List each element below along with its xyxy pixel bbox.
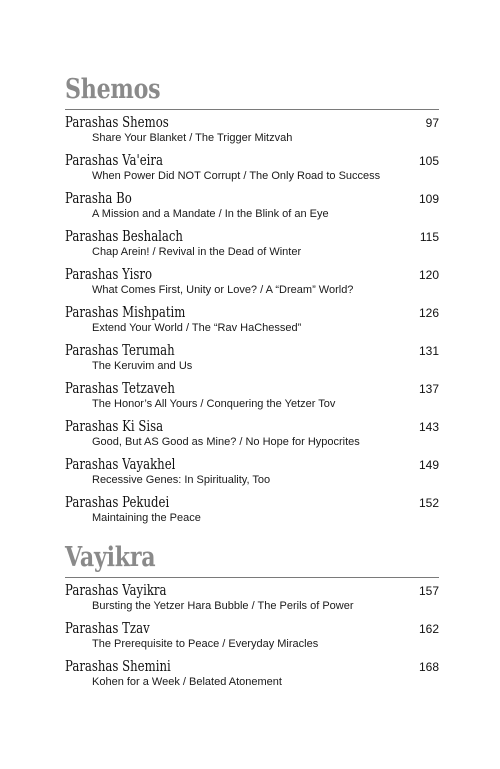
entry-subtitle: Chap Arein! / Revival in the Dead of Winter xyxy=(92,246,302,258)
entry-title: Parashas Shemini xyxy=(65,657,171,675)
section-title: Shemos xyxy=(65,74,161,105)
entry-title: Parashas Tetzaveh xyxy=(65,379,175,397)
entry-title: Parashas Beshalach xyxy=(65,227,183,245)
toc-entry[interactable] xyxy=(65,578,439,616)
toc-section-vayikra xyxy=(65,543,439,692)
toc-entry[interactable] xyxy=(65,110,439,148)
entry-subtitle: A Mission and a Mandate / In the Blink of an Eye xyxy=(92,208,329,220)
entry-subtitle: The Honor’s All Yours / Conquering the Yetzer Tov xyxy=(92,398,336,410)
entry-subtitle: Good, But AS Good as Mine? / No Hope for Hypocrites xyxy=(92,436,360,448)
toc-entry[interactable] xyxy=(65,300,439,338)
entry-page-number: 109 xyxy=(418,192,439,206)
entry-subtitle: Bursting the Yetzer Hara Bubble / The Perils of Power xyxy=(92,600,354,612)
entry-page-number: 131 xyxy=(418,344,439,358)
entry-page-number: 97 xyxy=(425,116,439,130)
entry-title: Parashas Yisro xyxy=(65,265,153,283)
entry-page-number: 143 xyxy=(418,420,439,434)
entry-subtitle: What Comes First, Unity or Love? / A “Dream” World? xyxy=(92,284,354,296)
toc-entry[interactable] xyxy=(65,654,439,692)
entry-page-number: 152 xyxy=(418,496,439,510)
entry-title: Parashas Vayakhel xyxy=(65,455,176,473)
entry-list xyxy=(65,110,439,528)
entry-page-number: 120 xyxy=(418,268,439,282)
toc-section-shemos xyxy=(65,75,439,528)
toc-entry[interactable] xyxy=(65,262,439,300)
section-title: Vayikra xyxy=(65,542,156,573)
entry-title: Parashas Va'eira xyxy=(65,151,163,169)
entry-title: Parashas Tzav xyxy=(65,619,150,637)
entry-page-number: 105 xyxy=(418,154,439,168)
toc-entry[interactable] xyxy=(65,338,439,376)
entry-subtitle: The Prerequisite to Peace / Everyday Miracles xyxy=(92,638,319,650)
entry-page-number: 126 xyxy=(418,306,439,320)
entry-page-number: 149 xyxy=(418,458,439,472)
toc-entry[interactable] xyxy=(65,148,439,186)
entry-subtitle: Kohen for a Week / Belated Atonement xyxy=(92,676,282,688)
entry-page-number: 162 xyxy=(418,622,439,636)
entry-title: Parashas Ki Sisa xyxy=(65,417,164,435)
toc-entry[interactable] xyxy=(65,616,439,654)
toc-entry[interactable] xyxy=(65,376,439,414)
entry-subtitle: Share Your Blanket / The Trigger Mitzvah xyxy=(92,132,293,144)
entry-title: Parashas Vayikra xyxy=(65,581,167,599)
entry-page-number: 168 xyxy=(418,660,439,674)
entry-list xyxy=(65,578,439,692)
toc-entry[interactable] xyxy=(65,414,439,452)
entry-subtitle: The Keruvim and Us xyxy=(92,360,193,372)
entry-subtitle: Recessive Genes: In Spirituality, Too xyxy=(92,474,271,486)
entry-title: Parasha Bo xyxy=(65,189,132,207)
entry-title: Parashas Shemos xyxy=(65,113,169,131)
entry-subtitle: Maintaining the Peace xyxy=(92,512,201,524)
entry-title: Parashas Pekudei xyxy=(65,493,170,511)
toc-entry[interactable] xyxy=(65,490,439,528)
toc-entry[interactable] xyxy=(65,186,439,224)
entry-page-number: 157 xyxy=(418,584,439,598)
entry-title: Parashas Mishpatim xyxy=(65,303,186,321)
entry-page-number: 115 xyxy=(419,230,439,244)
entry-title: Parashas Terumah xyxy=(65,341,175,359)
toc-entry[interactable] xyxy=(65,452,439,490)
entry-page-number: 137 xyxy=(418,382,439,396)
entry-subtitle: When Power Did NOT Corrupt / The Only Road to Success xyxy=(92,170,381,182)
entry-subtitle: Extend Your World / The “Rav HaChessed” xyxy=(92,322,302,334)
toc-entry[interactable] xyxy=(65,224,439,262)
